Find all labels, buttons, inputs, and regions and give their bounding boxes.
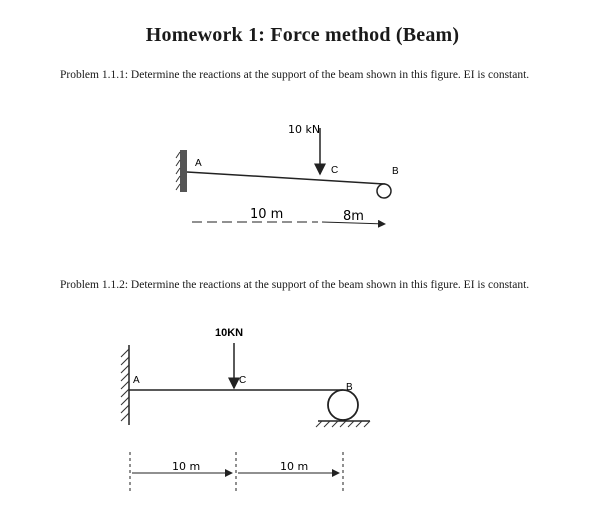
problem-1-figure	[176, 123, 399, 224]
beam-1	[187, 172, 385, 184]
roller-support-b-1	[377, 184, 391, 198]
fixed-support-a-2	[121, 345, 129, 425]
roller-support-b-2	[316, 390, 370, 427]
fixed-support-a-1	[176, 150, 187, 192]
problem-1-statement: Problem 1.1.1: Determine the reactions at the support of the beam shown in this figure. EI is constant.	[60, 69, 530, 81]
dimension-label-cb-2: 10 m	[280, 460, 309, 473]
load-label-2: 10KN	[215, 327, 244, 339]
page-title: Homework 1: Force method (Beam)	[145, 24, 460, 46]
dimension-label-ac-2: 10 m	[172, 460, 201, 473]
dimension-label-ac-1: 10 m	[250, 207, 284, 222]
label-b-2: B	[346, 382, 353, 393]
dimension-label-cb-1: 8m	[343, 209, 364, 224]
label-c-2: C	[239, 375, 247, 386]
label-c-1: C	[331, 165, 339, 176]
label-a-1: A	[195, 158, 202, 169]
label-a-2: A	[133, 375, 140, 386]
problem-2-figure	[121, 327, 370, 493]
problem-2-statement: Problem 1.1.2: Determine the reactions at the support of the beam shown in this figure. EI is constant.	[60, 279, 530, 291]
load-label-1: 10 kN	[288, 123, 321, 136]
label-b-1: B	[392, 166, 399, 177]
